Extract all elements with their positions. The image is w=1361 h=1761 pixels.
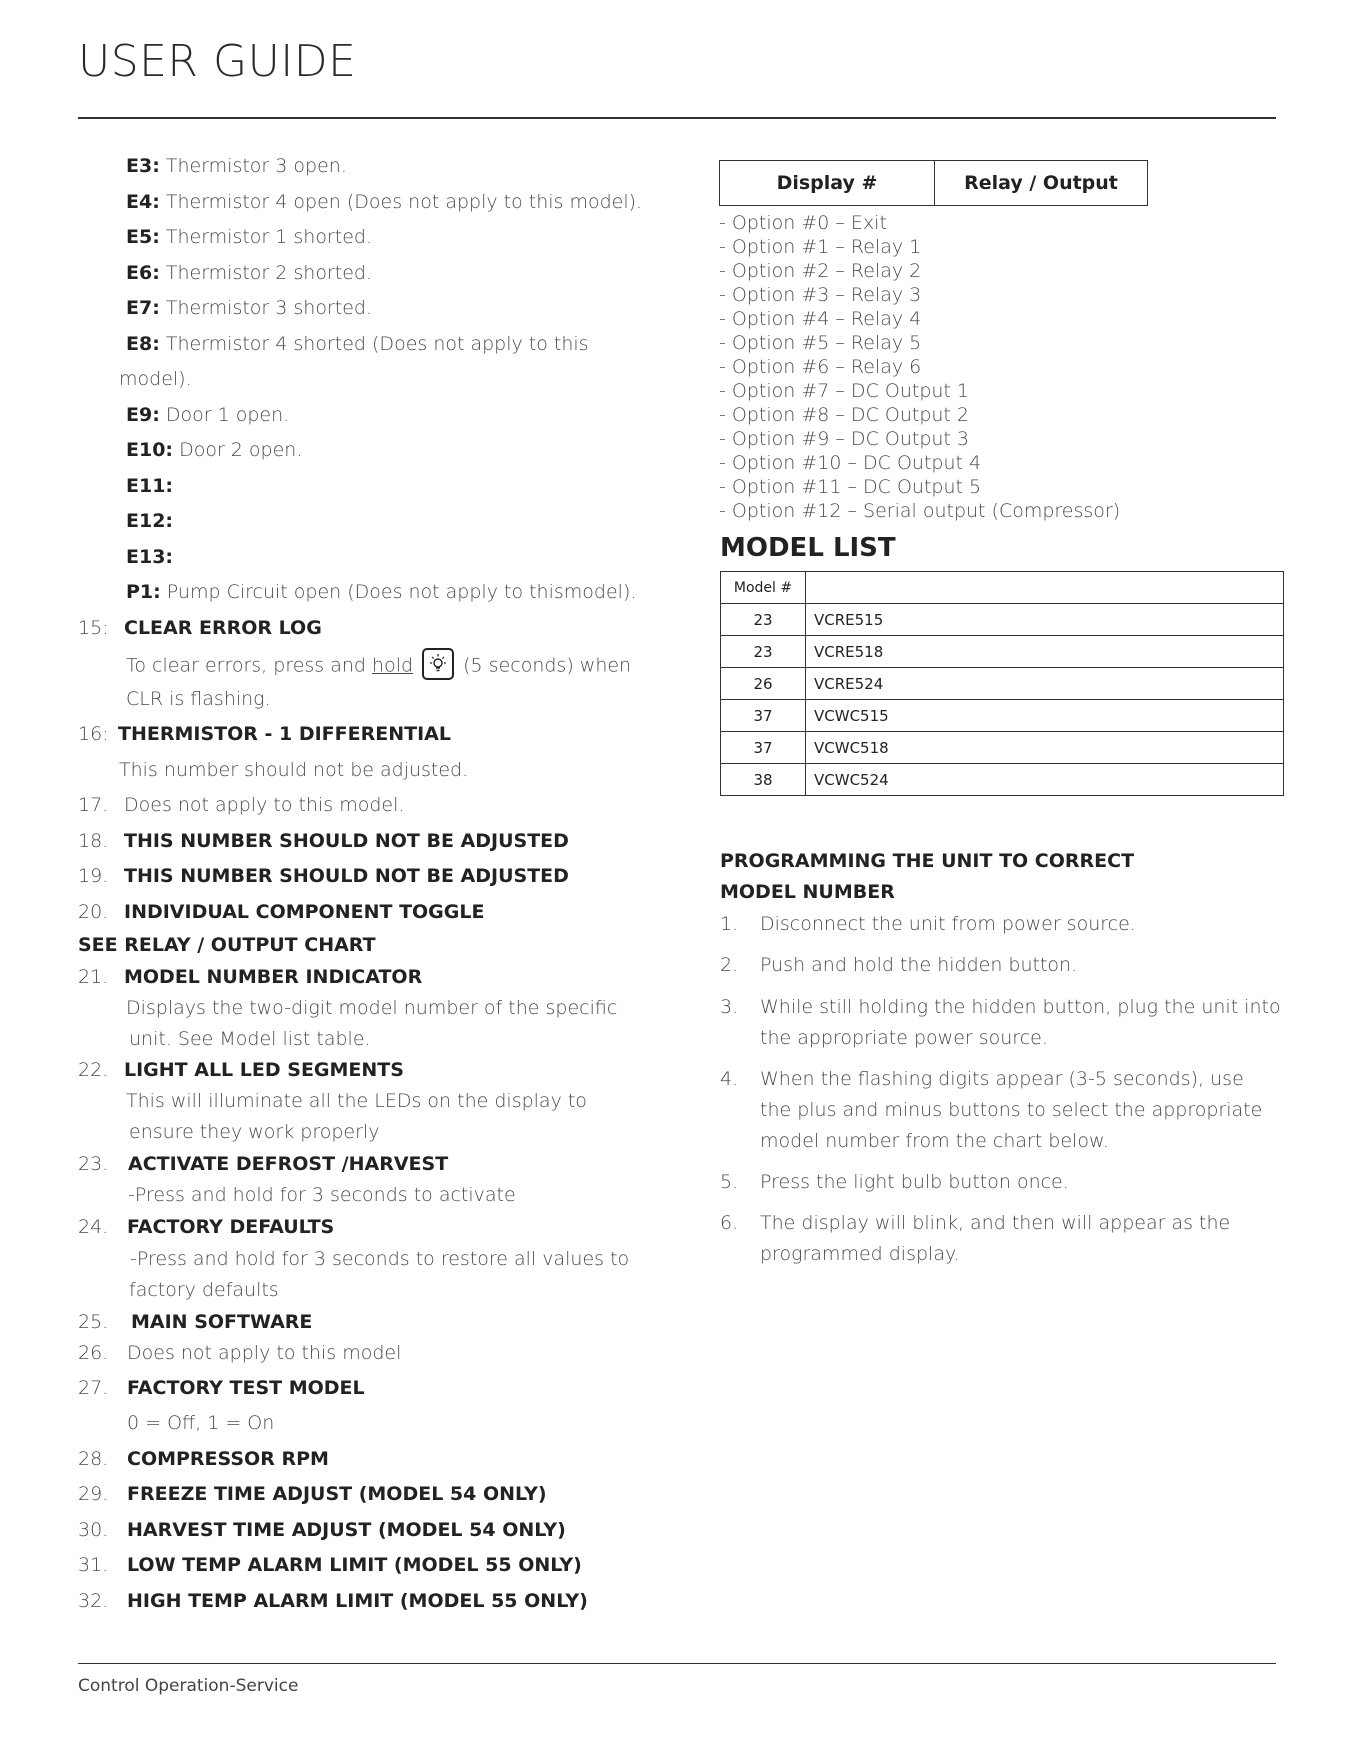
item-title: MODEL NUMBER INDICATOR (124, 966, 423, 988)
item-description: This number should not be adjusted. (119, 759, 469, 781)
page-title: USER GUIDE (78, 36, 357, 87)
model-list-heading: MODEL LIST (720, 533, 896, 563)
see-relay-chart-note: SEE RELAY / OUTPUT CHART (78, 934, 376, 956)
relay-output-table (719, 160, 1148, 206)
step-number: 4. (720, 1068, 739, 1090)
item-description: factory defaults (129, 1279, 279, 1301)
relay-option-item: - Option #2 – Relay 2 (719, 260, 922, 282)
model-table-header: Model # (721, 572, 806, 604)
item-description: This will illuminate all the LEDs on the display to (126, 1090, 587, 1112)
error-item: E9: Door 1 open. (126, 404, 290, 426)
error-item: E12: (126, 510, 174, 532)
item-number: 31. (78, 1554, 109, 1576)
item-number: 20. (78, 901, 109, 923)
error-item: E13: (126, 546, 174, 568)
relay-option-item: - Option #8 – DC Output 2 (719, 404, 969, 426)
error-item: P1: Pump Circuit open (Does not apply to thismodel). (126, 581, 637, 603)
relay-option-item: - Option #12 – Serial output (Compressor) (719, 500, 1121, 522)
relay-option-item: - Option #5 – Relay 5 (719, 332, 922, 354)
item-number: 19. (78, 865, 109, 887)
step-number: 1. (720, 913, 739, 935)
item-number: 26. (78, 1342, 109, 1364)
relay-option-item: - Option #9 – DC Output 3 (719, 428, 969, 450)
relay-option-item: - Option #3 – Relay 3 (719, 284, 922, 306)
step-number: 3. (720, 996, 739, 1018)
programming-heading: PROGRAMMING THE UNIT TO CORRECT (720, 850, 1135, 872)
item-number: 27. (78, 1377, 109, 1399)
step-text: Push and hold the hidden button. (760, 954, 1078, 976)
error-item: E7: Thermistor 3 shorted. (126, 297, 373, 319)
item-title: MAIN SOFTWARE (131, 1311, 313, 1333)
step-text: the appropriate power source. (760, 1027, 1048, 1049)
item-number: 30. (78, 1519, 109, 1541)
item-title: THIS NUMBER SHOULD NOT BE ADJUSTED (124, 865, 569, 887)
error-item: E5: Thermistor 1 shorted. (126, 226, 373, 248)
relay-option-item: - Option #6 – Relay 6 (719, 356, 922, 378)
error-item: E4: Thermistor 4 open (Does not apply to this model). (126, 191, 643, 213)
item-description: To clear errors, press and hold (5 seconds) when (126, 650, 631, 682)
item-number: 16: (78, 723, 109, 745)
item-description: Does not apply to this model (127, 1342, 402, 1364)
step-text: model number from the chart below. (760, 1130, 1109, 1152)
item-title: HIGH TEMP ALARM LIMIT (MODEL 55 ONLY) (127, 1590, 588, 1612)
step-text: The display will blink, and then will appear as the (760, 1212, 1231, 1234)
model-list-table (720, 571, 1284, 796)
relay-table-header-display: Display # (720, 161, 935, 206)
step-number: 2. (720, 954, 739, 976)
error-item: E6: Thermistor 2 shorted. (126, 262, 373, 284)
footer-text: Control Operation-Service (78, 1676, 299, 1696)
item-title: CLEAR ERROR LOG (124, 617, 322, 639)
item-title: FACTORY DEFAULTS (127, 1216, 335, 1238)
step-number: 6. (720, 1212, 739, 1234)
relay-table-header-relay: Relay / Output (935, 161, 1148, 206)
item-number: 23. (78, 1153, 109, 1175)
relay-option-item: - Option #0 – Exit (719, 212, 887, 234)
item-title: ACTIVATE DEFROST /HARVEST (128, 1153, 449, 1175)
item-description: CLR is flashing. (126, 688, 271, 710)
item-number: 15: (78, 617, 109, 639)
item-description: 0 = Off, 1 = On (127, 1412, 275, 1434)
error-item: E11: (126, 475, 174, 497)
table-row: 23 VCRE515 (721, 604, 1284, 636)
header-rule (78, 117, 1276, 119)
step-text: programmed display. (760, 1243, 960, 1265)
relay-option-item: - Option #10 – DC Output 4 (719, 452, 982, 474)
item-description: unit. See Model list table. (129, 1028, 371, 1050)
error-item: E10: Door 2 open. (126, 439, 303, 461)
item-description: ensure they work properly (129, 1121, 380, 1143)
item-title: INDIVIDUAL COMPONENT TOGGLE (124, 901, 485, 923)
item-number: 18. (78, 830, 109, 852)
step-number: 5. (720, 1171, 739, 1193)
item-number: 25. (78, 1311, 109, 1333)
table-row: 37 VCWC515 (721, 700, 1284, 732)
item-number: 21. (78, 966, 109, 988)
step-text: Disconnect the unit from power source. (760, 913, 1136, 935)
item-title: THERMISTOR - 1 DIFFERENTIAL (118, 723, 451, 745)
footer-rule (78, 1663, 1276, 1664)
step-text: Press the light bulb button once. (760, 1171, 1069, 1193)
error-item: E3: Thermistor 3 open. (126, 155, 347, 177)
relay-option-item: - Option #1 – Relay 1 (719, 236, 922, 258)
item-title: COMPRESSOR RPM (127, 1448, 329, 1470)
table-row (721, 572, 1284, 604)
item-description: -Press and hold for 3 seconds to activate (128, 1184, 516, 1206)
item-title: FACTORY TEST MODEL (127, 1377, 365, 1399)
item-title: FREEZE TIME ADJUST (MODEL 54 ONLY) (127, 1483, 547, 1505)
relay-option-item: - Option #4 – Relay 4 (719, 308, 922, 330)
step-text: While still holding the hidden button, plug the unit into (760, 996, 1281, 1018)
table-row: 37 VCWC518 (721, 732, 1284, 764)
table-row: 26 VCRE524 (721, 668, 1284, 700)
item-number: 24. (78, 1216, 109, 1238)
item-number: 32. (78, 1590, 109, 1612)
programming-heading: MODEL NUMBER (720, 881, 895, 903)
item-number: 29. (78, 1483, 109, 1505)
relay-option-item: - Option #7 – DC Output 1 (719, 380, 969, 402)
item-description: Does not apply to this model. (124, 794, 405, 816)
item-number: 17. (78, 794, 109, 816)
error-item: E8: Thermistor 4 shorted (Does not apply to this (126, 333, 589, 355)
table-row: 38 VCWC524 (721, 764, 1284, 796)
item-number: 28. (78, 1448, 109, 1470)
step-text: the plus and minus buttons to select the appropriate (760, 1099, 1263, 1121)
item-title: HARVEST TIME ADJUST (MODEL 54 ONLY) (127, 1519, 566, 1541)
step-text: When the flashing digits appear (3-5 seconds), use (760, 1068, 1244, 1090)
relay-option-item: - Option #11 – DC Output 5 (719, 476, 982, 498)
item-number: 22. (78, 1059, 109, 1081)
table-row: 23 VCRE518 (721, 636, 1284, 668)
item-title: THIS NUMBER SHOULD NOT BE ADJUSTED (124, 830, 569, 852)
error-item-continuation: model). (119, 368, 192, 390)
item-description: Displays the two-digit model number of the specific (126, 997, 618, 1019)
item-title: LOW TEMP ALARM LIMIT (MODEL 55 ONLY) (127, 1554, 582, 1576)
light-bulb-button-icon (422, 648, 454, 680)
item-description: -Press and hold for 3 seconds to restore all values to (130, 1248, 630, 1270)
item-title: LIGHT ALL LED SEGMENTS (124, 1059, 404, 1081)
